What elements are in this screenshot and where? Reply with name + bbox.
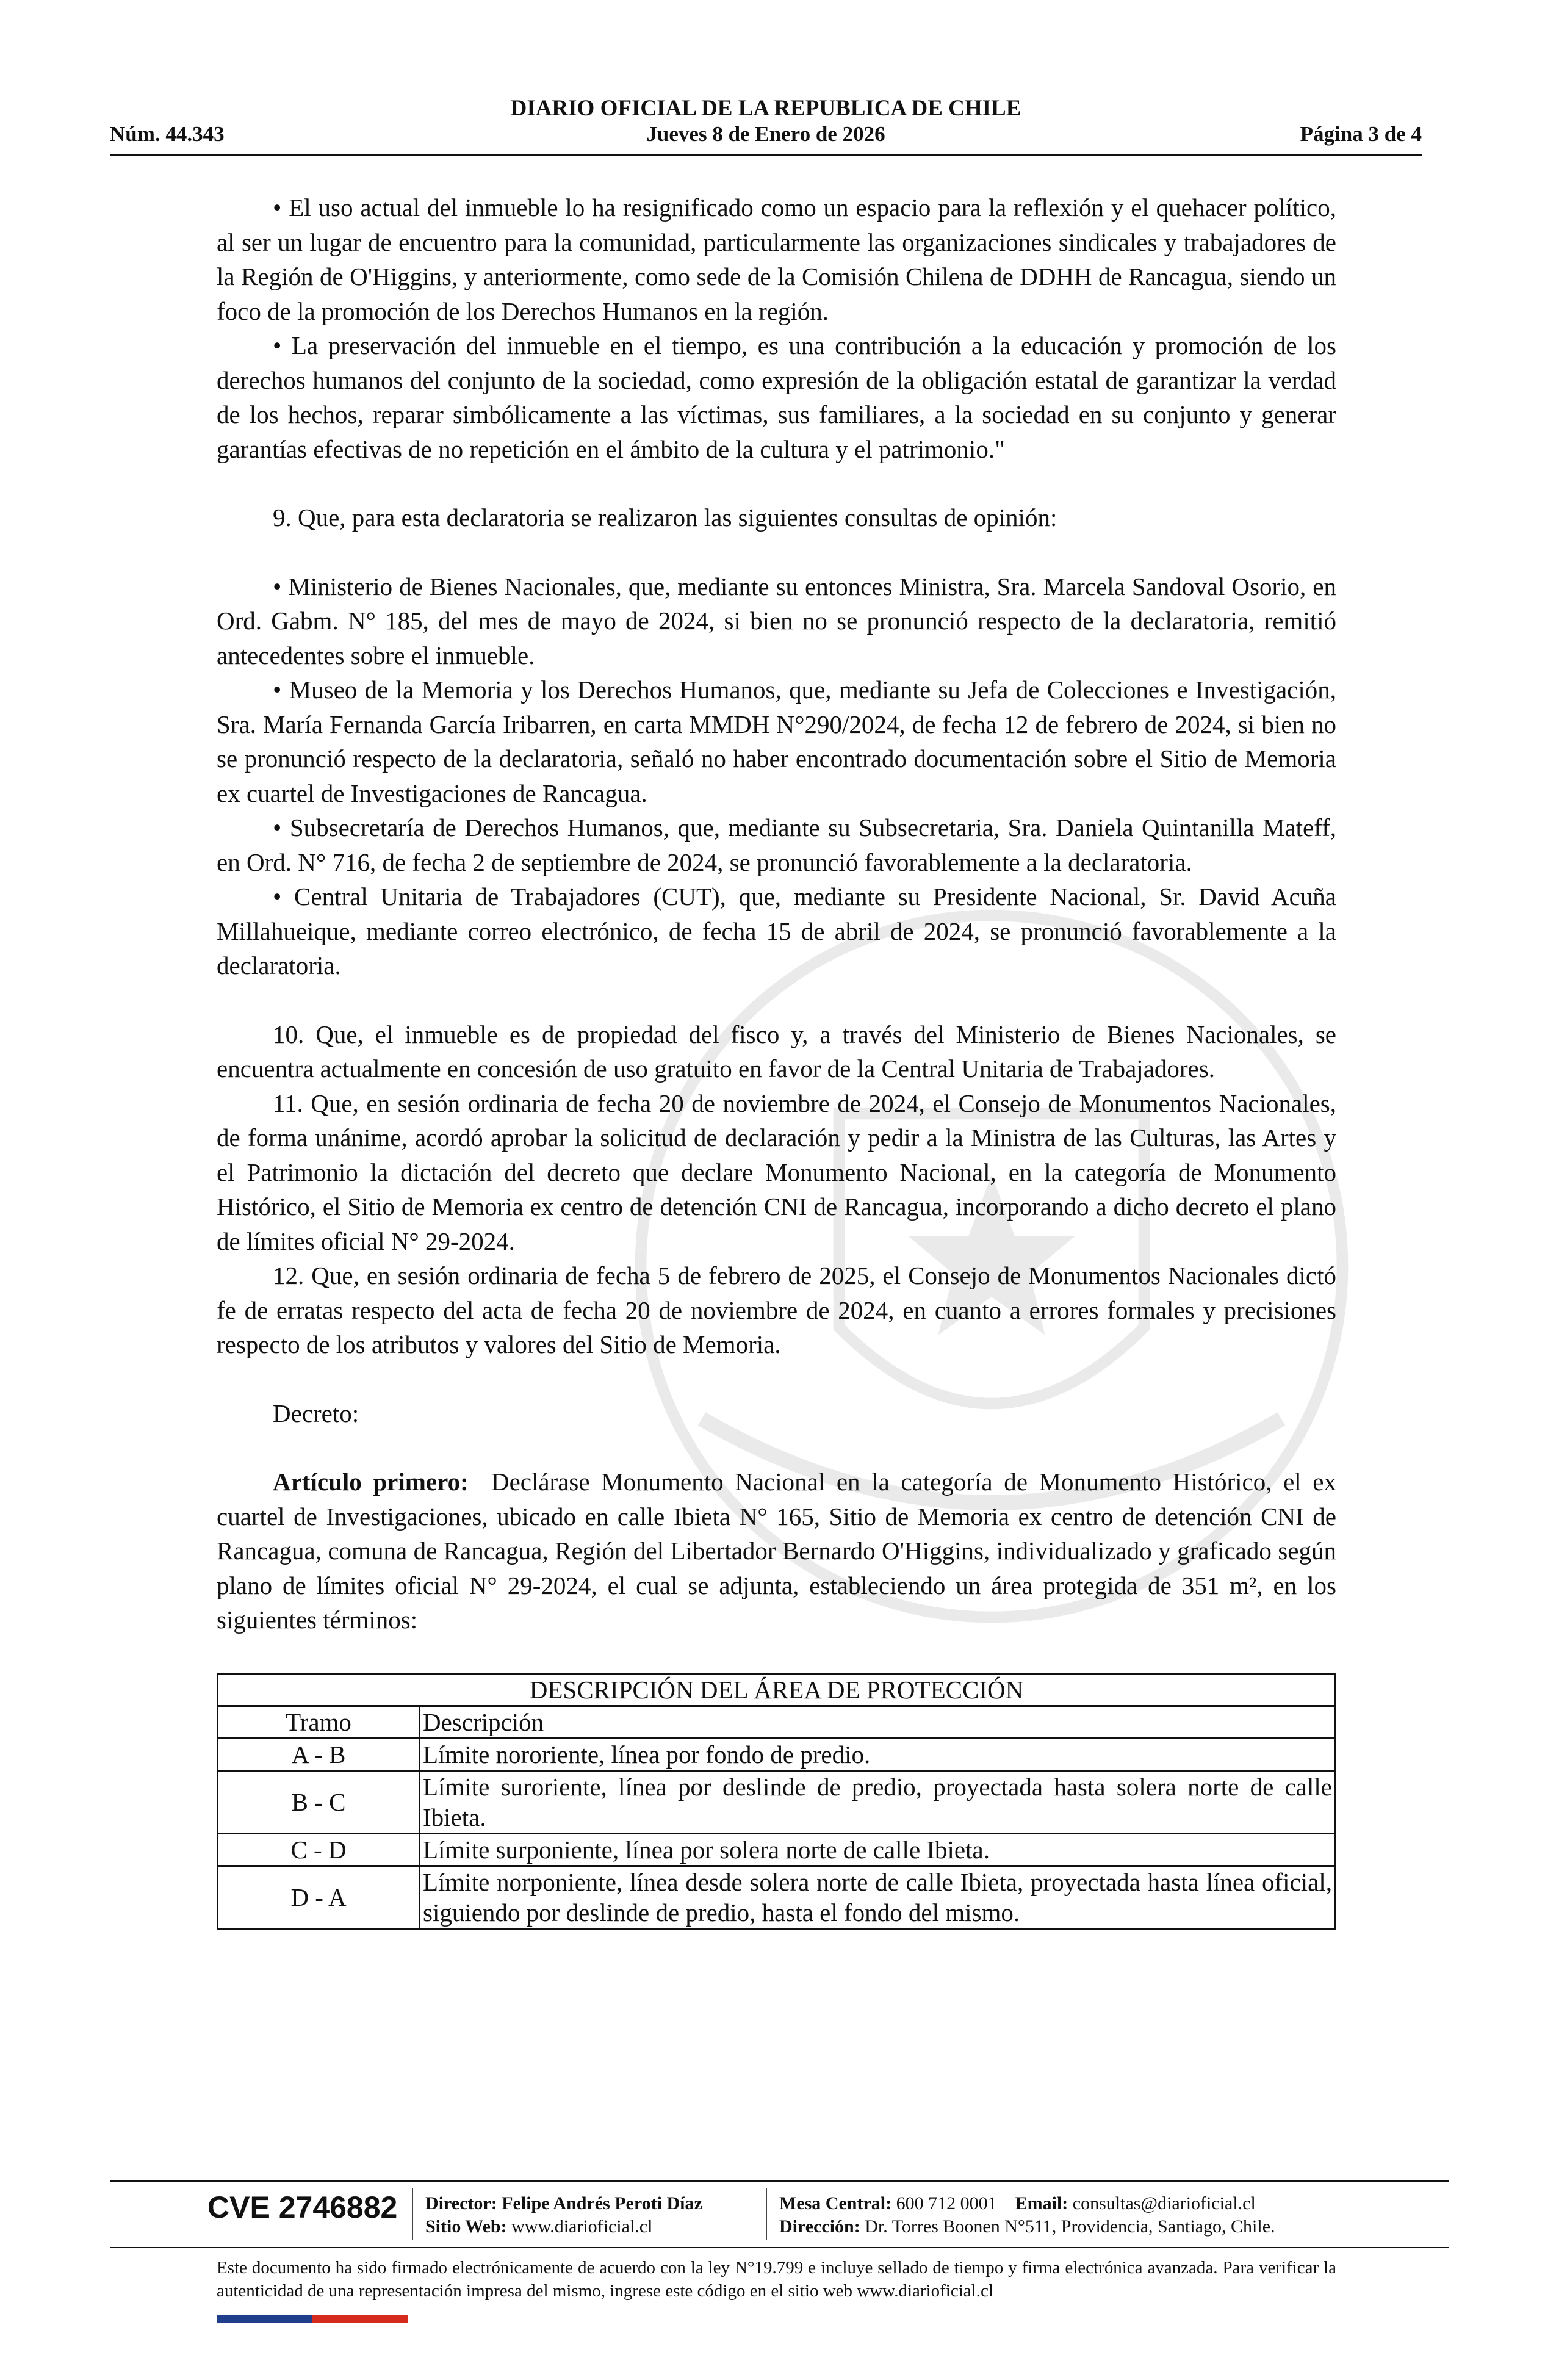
- email-label: Email:: [1015, 2193, 1068, 2213]
- page-number: Página 3 de 4: [1300, 122, 1422, 146]
- legal-notice: Este documento ha sido firmado electrónicamente de acuerdo con la ley N°19.799 e incluye sellado de tiempo y firma electrónica avanzada. Para verificar la autenticidad de una representación impresa del mismo, ingrese este código en el sitio web www.diarioficial.cl: [217, 2258, 1336, 2301]
- table-header-row: [218, 1706, 1336, 1738]
- director-name: Felipe Andrés Peroti Díaz: [502, 2193, 702, 2213]
- footer-divider-top: [110, 2180, 1449, 2182]
- paragraph-10: 10. Que, el inmueble es de propiedad del fisco y, a través del Ministerio de Bienes Nacionales, se encuentra actualmente en concesión de uso gratuito en favor de la Central Unitaria de Trabajadores.: [217, 1020, 1336, 1083]
- issue-number: Núm. 44.343: [110, 122, 225, 146]
- table-row: [218, 1770, 1336, 1833]
- table-title-row: [218, 1673, 1336, 1706]
- protection-area-table: [217, 1673, 1336, 1930]
- footer-separator: [412, 2188, 413, 2240]
- flag-blue-segment: [217, 2315, 312, 2323]
- mesa-label: Mesa Central:: [779, 2193, 892, 2213]
- decreto-heading: Decreto:: [273, 1399, 359, 1427]
- descripcion-cell: Límite norponiente, línea desde solera norte de calle Ibieta, proyectada hasta línea oficial, siguiendo por deslinde de predio, hasta el fondo del mismo.: [420, 1866, 1336, 1928]
- newspaper-title: DIARIO OFICIAL DE LA REPUBLICA DE CHILE: [510, 96, 1021, 121]
- director-label: Director:: [425, 2193, 497, 2213]
- article-first-text: Declárase Monumento Nacional en la categoría de Monumento Histórico, el ex cuartel de Investigaciones, ubicado en calle Ibieta N° 165, Sitio de Memoria ex centro de detención CNI de Rancagua, comuna de Rancagua, Región del Libertador Bernardo O'Higgins, individualizado y graficado según plano de límites oficial N° 29-2024, el cual se adjunta, estableciendo un área protegida de 351 m², en los siguientes términos:: [217, 1468, 1336, 1634]
- header-row: [110, 122, 1422, 151]
- paragraph-preservation: • La preservación del inmueble en el tiempo, es una contribución a la educación y promoción de los derechos humanos del conjunto de la sociedad, como expresión de la obligación estatal de garantizar la verdad de los hechos, reparar simbólicamente a las víctimas, sus familiares, a la sociedad en su conjunto y generar garantías efectivas de no repetición en el ámbito de la cultura y el patrimonio.": [217, 331, 1336, 463]
- footer-divider-bottom: [110, 2247, 1449, 2248]
- flag-red-segment: [312, 2315, 408, 2323]
- paragraph-12: 12. Que, en sesión ordinaria de fecha 5 de febrero de 2025, el Consejo de Monumentos Nacionales dictó fe de erratas respecto del acta de fecha 20 de noviembre de 2024, en cuanto a errores formales y precisiones respecto de los atributos y valores del Sitio de Memoria.: [217, 1261, 1336, 1358]
- paragraph-museo: • Museo de la Memoria y los Derechos Humanos, que, mediante su Jefa de Colecciones e Investigación, Sra. María Fernanda García Iribarren, en carta MMDH N°290/2024, de fecha 12 de febrero de 2024, si bien no se pronunció respecto de la declaratoria, señaló no haber encontrado documentación sobre el Sitio de Memoria ex cuartel de Investigaciones de Rancagua.: [217, 676, 1336, 807]
- descripcion-cell: Límite suroriente, línea por deslinde de predio, proyectada hasta solera norte de calle Ibieta.: [420, 1770, 1336, 1833]
- footer-separator: [766, 2188, 767, 2240]
- address-label: Dirección:: [779, 2216, 860, 2237]
- table-row: [218, 1866, 1336, 1928]
- paragraph-ministerio: • Ministerio de Bienes Nacionales, que, mediante su entonces Ministra, Sra. Marcela Sandoval Osorio, en Ord. Gabm. N° 185, del mes de mayo de 2024, si bien no se pronunció respecto de la declaratoria, remitió antecedentes sobre el inmueble.: [217, 572, 1336, 669]
- footer-director-block: [425, 2192, 702, 2238]
- descripcion-cell: Límite surponiente, línea por solera norte de calle Ibieta.: [420, 1833, 1336, 1866]
- article-first-title: Artículo primero:: [273, 1468, 469, 1496]
- paragraph-cut: • Central Unitaria de Trabajadores (CUT), que, mediante su Presidente Nacional, Sr. David Acuña Millahueique, mediante correo electrónico, de fecha 15 de abril de 2024, se pronunció favorablemente a la declaratoria.: [217, 882, 1336, 979]
- paragraph-use: • El uso actual del inmueble lo ha resignificado como un espacio para la reflexión y el quehacer político, al ser un lugar de encuentro para la comunidad, particularmente las organizaciones sindicales y trabajadores de la Región de O'Higgins, y anteriormente, como sede de la Comisión Chilena de DDHH de Rancagua, siendo un foco de la promoción de los Derechos Humanos en la región.: [217, 193, 1336, 325]
- cve-code: CVE 2746882: [207, 2190, 398, 2224]
- column-header-descripcion: Descripción: [420, 1706, 1336, 1738]
- descripcion-cell: Límite nororiente, línea por fondo de predio.: [420, 1738, 1336, 1770]
- tramo-cell: A - B: [218, 1738, 420, 1770]
- paragraph-consultations: 9. Que, para esta declaratoria se realizaron las siguientes consultas de opinión:: [273, 503, 1057, 532]
- mesa-phone: 600 712 0001: [896, 2193, 997, 2213]
- tramo-cell: B - C: [218, 1770, 420, 1833]
- web-label: Sitio Web:: [425, 2216, 507, 2237]
- table-row: [218, 1833, 1336, 1866]
- address-value: Dr. Torres Boonen N°511, Providencia, Santiago, Chile.: [865, 2216, 1275, 2237]
- header-divider: [110, 154, 1422, 156]
- web-link[interactable]: www.diarioficial.cl: [511, 2216, 653, 2237]
- email-link[interactable]: consultas@diarioficial.cl: [1072, 2193, 1256, 2213]
- paragraph-11: 11. Que, en sesión ordinaria de fecha 20 de noviembre de 2024, el Consejo de Monumentos Nacionales, de forma unánime, acordó aprobar la solicitud de declaración y pedir a la Ministra de las Culturas, las Artes y el Patrimonio la dictación del decreto que declare Monumento Nacional, en la categoría de Monumento Histórico, el Sitio de Memoria ex centro de detención CNI de Rancagua, incorporando a dicho decreto el plano de límites oficial N° 29-2024.: [217, 1089, 1336, 1255]
- document-body: [217, 190, 1336, 1930]
- tramo-cell: D - A: [218, 1866, 420, 1928]
- table-row: [218, 1738, 1336, 1770]
- tramo-cell: C - D: [218, 1833, 420, 1866]
- article-first: [217, 1465, 1336, 1637]
- issue-date: Jueves 8 de Enero de 2026: [646, 122, 885, 146]
- table-title: DESCRIPCIÓN DEL ÁREA DE PROTECCIÓN: [218, 1673, 1336, 1706]
- column-header-tramo: Tramo: [218, 1706, 420, 1738]
- paragraph-subsecretaria: • Subsecretaría de Derechos Humanos, que, mediante su Subsecretaria, Sra. Daniela Quintanilla Mateff, en Ord. N° 716, de fecha 2 de septiembre de 2024, se pronunció favorablemente a la declaratoria.: [217, 813, 1336, 876]
- footer-contact-block: [779, 2192, 1275, 2238]
